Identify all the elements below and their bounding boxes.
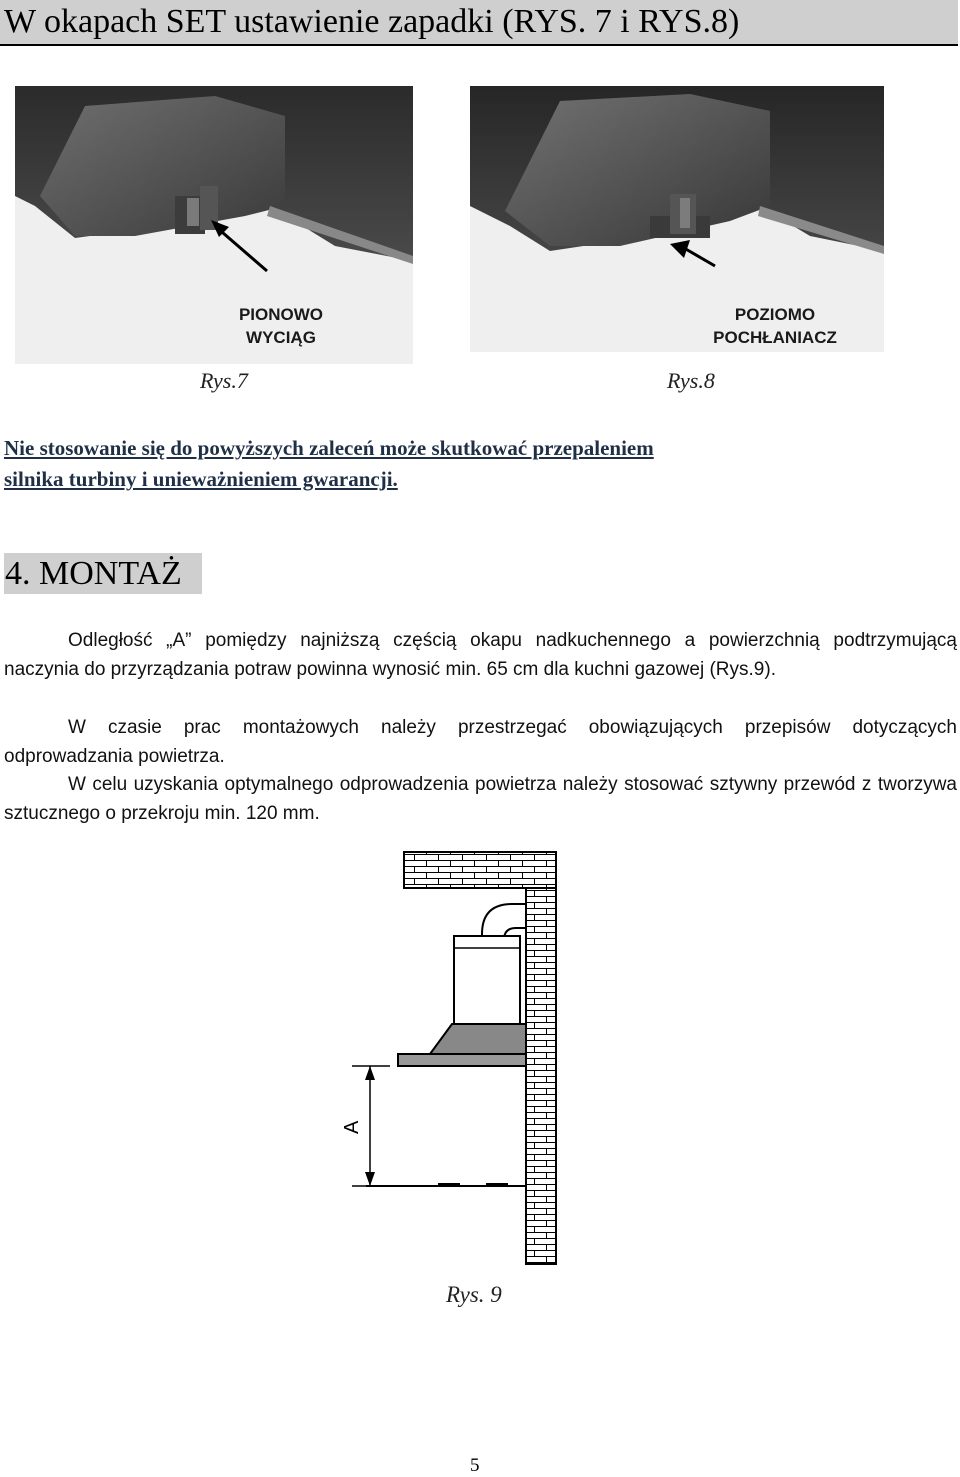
- paragraph-distance: [4, 626, 957, 684]
- page-title: W okapach SET ustawienie zapadki (RYS. 7 i RYS.8): [4, 3, 740, 40]
- caption-line: POCHŁANIACZ: [713, 328, 837, 347]
- caption-line: WYCIĄG: [246, 328, 316, 347]
- figure-label-rys9: Rys. 9: [446, 1282, 502, 1307]
- paragraph-text: W czasie prac montażowych należy przestrzegać obowiązujących przepisów dotyczących odprowadzania powietrza.: [4, 717, 957, 767]
- paragraph-text: W celu uzyskania optymalnego odprowadzenia powietrza należy stosować sztywny przewód z tworzywa sztucznego o przekroju min. 120 mm.: [4, 774, 957, 824]
- photo-caption-rys7: [206, 303, 356, 349]
- caption-line: PIONOWO: [238, 305, 324, 324]
- hood-base: [398, 1054, 526, 1066]
- warning-line: silnika turbiny i unieważnieniem gwarancji.: [4, 467, 398, 491]
- hood-body: [430, 1024, 526, 1054]
- paragraph-regulations: [4, 713, 957, 771]
- photo-caption-rys8: [700, 303, 850, 349]
- page-number: 5: [470, 1455, 480, 1476]
- section-title: 4. MONTAŻ: [5, 555, 182, 592]
- wall-brick: [526, 888, 556, 1264]
- installation-diagram: [330, 848, 570, 1268]
- caption-line: POZIOMO: [734, 305, 816, 324]
- paragraph-duct: [4, 770, 957, 828]
- figure-label-rys8: Rys.8: [667, 368, 715, 393]
- paragraph-text: Odległość „A” pomiędzy najniższą częścią okapu nadkuchennego a powierzchnią podtrzymującą naczynia do przyrządzania potraw powinna wynosić min. 65 cm dla kuchni gazowej (Rys.9).: [4, 630, 957, 680]
- warning-line: Nie stosowanie się do powyższych zaleceń może skutkować przepaleniem: [4, 436, 654, 460]
- dimension-label: A: [341, 1120, 363, 1134]
- ceiling-brick: [404, 852, 556, 888]
- warning-notice: [4, 433, 904, 495]
- figure-label-rys7: Rys.7: [200, 368, 248, 393]
- chimney-cover: [454, 936, 520, 1026]
